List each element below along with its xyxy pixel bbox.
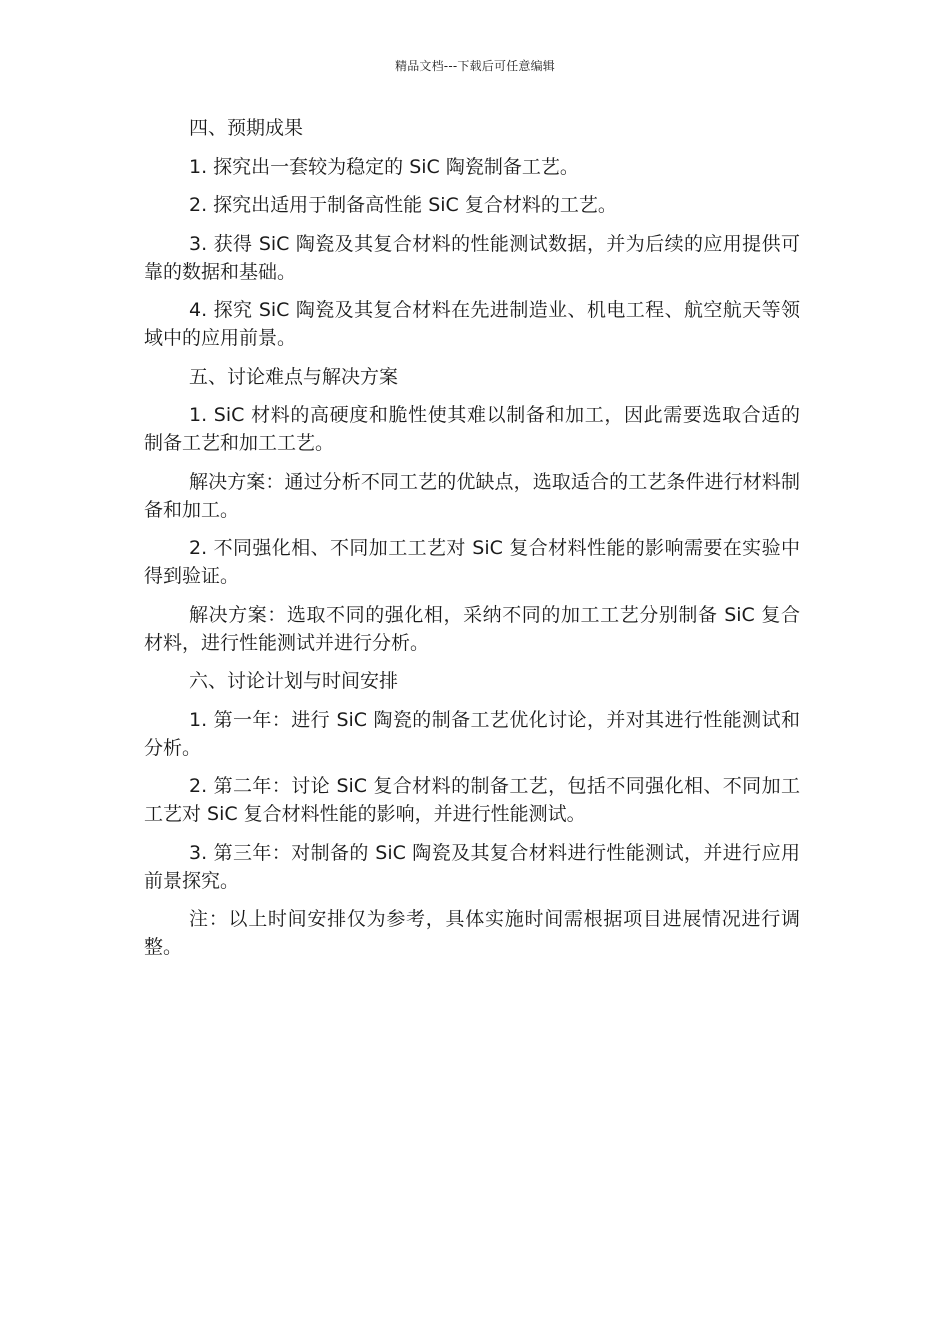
paragraph-note: 注：以上时间安排仅为参考，具体实施时间需根据项目进展情况进行调整。 [144, 908, 800, 958]
paragraph: 3. 第三年：对制备的 SiC 陶瓷及其复合材料进行性能测试，并进行应用前景探究。 [144, 841, 800, 892]
section-heading-expected-results: 四、预期成果 [189, 117, 304, 139]
paragraph: 2. 第二年：讨论 SiC 复合材料的制备工艺，包括不同强化相、不同加工工艺对 SiC 复合材料性能的影响，并进行性能测试。 [144, 775, 800, 825]
paragraph: 1. 探究出一套较为稳定的 SiC 陶瓷制备工艺。 [189, 155, 579, 178]
paragraph: 1. 第一年：进行 SiC 陶瓷的制备工艺优化讨论，并对其进行性能测试和分析。 [144, 708, 800, 759]
paragraph: 解决方案：通过分析不同工艺的优缺点，选取适合的工艺条件进行材料制备和加工。 [144, 470, 800, 521]
document-body [144, 114, 800, 972]
paragraph: 3. 获得 SiC 陶瓷及其复合材料的性能测试数据，并为后续的应用提供可靠的数据和基础。 [144, 232, 800, 283]
paragraph: 1. SiC 材料的高硬度和脆性使其难以制备和加工，因此需要选取合适的制备工艺和加工工艺。 [144, 404, 800, 454]
paragraph: 4. 探究 SiC 陶瓷及其复合材料在先进制造业、机电工程、航空航天等领域中的应用前景。 [144, 299, 800, 349]
paragraph: 2. 探究出适用于制备高性能 SiC 复合材料的工艺。 [189, 194, 617, 216]
paragraph: 解决方案：选取不同的强化相，采纳不同的加工工艺分别制备 SiC 复合材料，进行性能测试并进行分析。 [144, 603, 800, 654]
paragraph: 2. 不同强化相、不同加工工艺对 SiC 复合材料性能的影响需要在实验中得到验证。 [144, 537, 800, 587]
section-heading-schedule: 六、讨论计划与时间安排 [189, 670, 399, 692]
page-header: 精品文档---下载后可任意编辑 [395, 59, 555, 73]
section-heading-difficulties: 五、讨论难点与解决方案 [189, 365, 399, 388]
